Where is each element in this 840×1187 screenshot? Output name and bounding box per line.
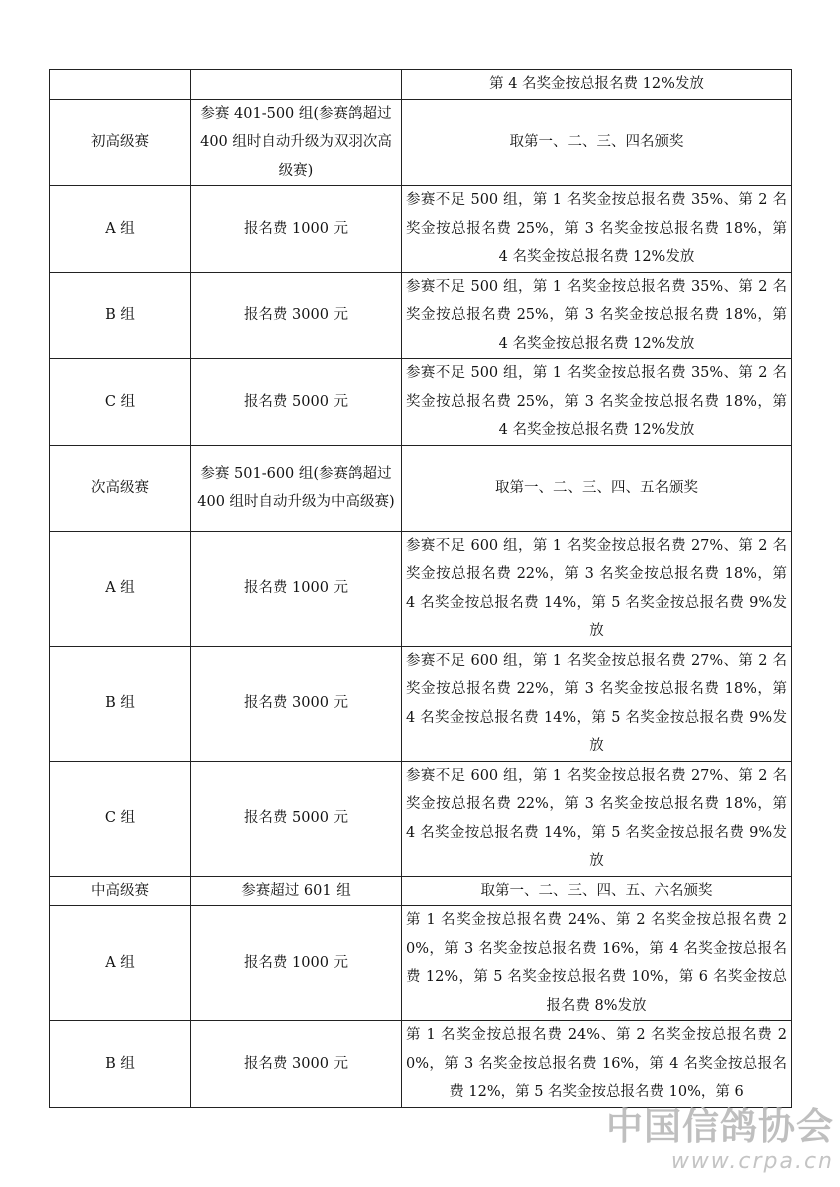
- fee-cell: 报名费 3000 元: [191, 272, 402, 359]
- rule-cell: 参赛不足 500 组，第 1 名奖金按总报名费 35%、第 2 名奖金按总报名费 25%，第 3 名奖金按总报名费 18%，第 4 名奖金按总报名费 12%发放: [402, 359, 792, 446]
- rule-cell: 参赛不足 600 组，第 1 名奖金按总报名费 27%、第 2 名奖金按总报名费 22%，第 3 名奖金按总报名费 18%，第 4 名奖金按总报名费 14%，第 5 名奖金按总报名费 9%发放: [402, 646, 792, 761]
- rule-cell: 取第一、二、三、四、五、六名颁奖: [402, 876, 792, 906]
- rule-cell: 第 4 名奖金按总报名费 12%发放: [402, 70, 792, 100]
- level-cell: B 组: [50, 272, 191, 359]
- fee-cell: 报名费 1000 元: [191, 906, 402, 1021]
- level-cell: 初高级赛: [50, 99, 191, 186]
- watermark-org-name: 中国信鸽协会: [606, 1105, 834, 1148]
- fee-cell: [191, 70, 402, 100]
- rule-cell: 取第一、二、三、四名颁奖: [402, 99, 792, 186]
- fee-cell: 报名费 3000 元: [191, 1021, 402, 1108]
- rule-cell: 参赛不足 600 组，第 1 名奖金按总报名费 27%、第 2 名奖金按总报名费 22%，第 3 名奖金按总报名费 18%，第 4 名奖金按总报名费 14%，第 5 名奖金按总报名费 9%发放: [402, 761, 792, 876]
- rule-cell: 取第一、二、三、四、五名颁奖: [402, 445, 792, 531]
- rule-cell: 第 1 名奖金按总报名费 24%、第 2 名奖金按总报名费 20%，第 3 名奖金按总报名费 16%，第 4 名奖金按总报名费 12%，第 5 名奖金按总报名费 10%，第 6: [402, 1021, 792, 1108]
- table-row: [50, 646, 792, 761]
- rule-cell: 参赛不足 500 组，第 1 名奖金按总报名费 35%、第 2 名奖金按总报名费 25%，第 3 名奖金按总报名费 18%，第 4 名奖金按总报名费 12%发放: [402, 186, 792, 273]
- table-row: [50, 272, 792, 359]
- table-row: [50, 1021, 792, 1108]
- fee-cell: 参赛 401-500 组(参赛鸽超过 400 组时自动升级为双羽次高级赛): [191, 99, 402, 186]
- level-cell: 中高级赛: [50, 876, 191, 906]
- rule-cell: 参赛不足 500 组，第 1 名奖金按总报名费 35%、第 2 名奖金按总报名费 25%，第 3 名奖金按总报名费 18%，第 4 名奖金按总报名费 12%发放: [402, 272, 792, 359]
- rule-cell: 第 1 名奖金按总报名费 24%、第 2 名奖金按总报名费 20%，第 3 名奖金按总报名费 16%，第 4 名奖金按总报名费 12%，第 5 名奖金按总报名费 10%，第 6 名奖金按总报名费 8%发放: [402, 906, 792, 1021]
- fee-cell: 报名费 5000 元: [191, 359, 402, 446]
- table-row: [50, 99, 792, 186]
- watermark-url: www.crpa.cn: [670, 1149, 834, 1174]
- fee-cell: 参赛超过 601 组: [191, 876, 402, 906]
- fee-cell: 报名费 5000 元: [191, 761, 402, 876]
- site-watermark: [606, 1105, 834, 1175]
- level-cell: B 组: [50, 1021, 191, 1108]
- table-row: [50, 906, 792, 1021]
- level-cell: B 组: [50, 646, 191, 761]
- table-row: [50, 70, 792, 100]
- fee-cell: 参赛 501-600 组(参赛鸽超过 400 组时自动升级为中高级赛): [191, 445, 402, 531]
- table-row: [50, 761, 792, 876]
- table-row: [50, 186, 792, 273]
- level-cell: C 组: [50, 761, 191, 876]
- rule-cell: 参赛不足 600 组，第 1 名奖金按总报名费 27%、第 2 名奖金按总报名费 22%，第 3 名奖金按总报名费 18%，第 4 名奖金按总报名费 14%，第 5 名奖金按总报名费 9%发放: [402, 531, 792, 646]
- level-cell: C 组: [50, 359, 191, 446]
- level-cell: A 组: [50, 531, 191, 646]
- level-cell: 次高级赛: [50, 445, 191, 531]
- table-row: [50, 359, 792, 446]
- table-row: [50, 531, 792, 646]
- fee-cell: 报名费 1000 元: [191, 186, 402, 273]
- level-cell: A 组: [50, 906, 191, 1021]
- table-row: [50, 876, 792, 906]
- prize-table: [49, 69, 792, 1108]
- table-row: [50, 445, 792, 531]
- fee-cell: 报名费 1000 元: [191, 531, 402, 646]
- level-cell: [50, 70, 191, 100]
- fee-cell: 报名费 3000 元: [191, 646, 402, 761]
- level-cell: A 组: [50, 186, 191, 273]
